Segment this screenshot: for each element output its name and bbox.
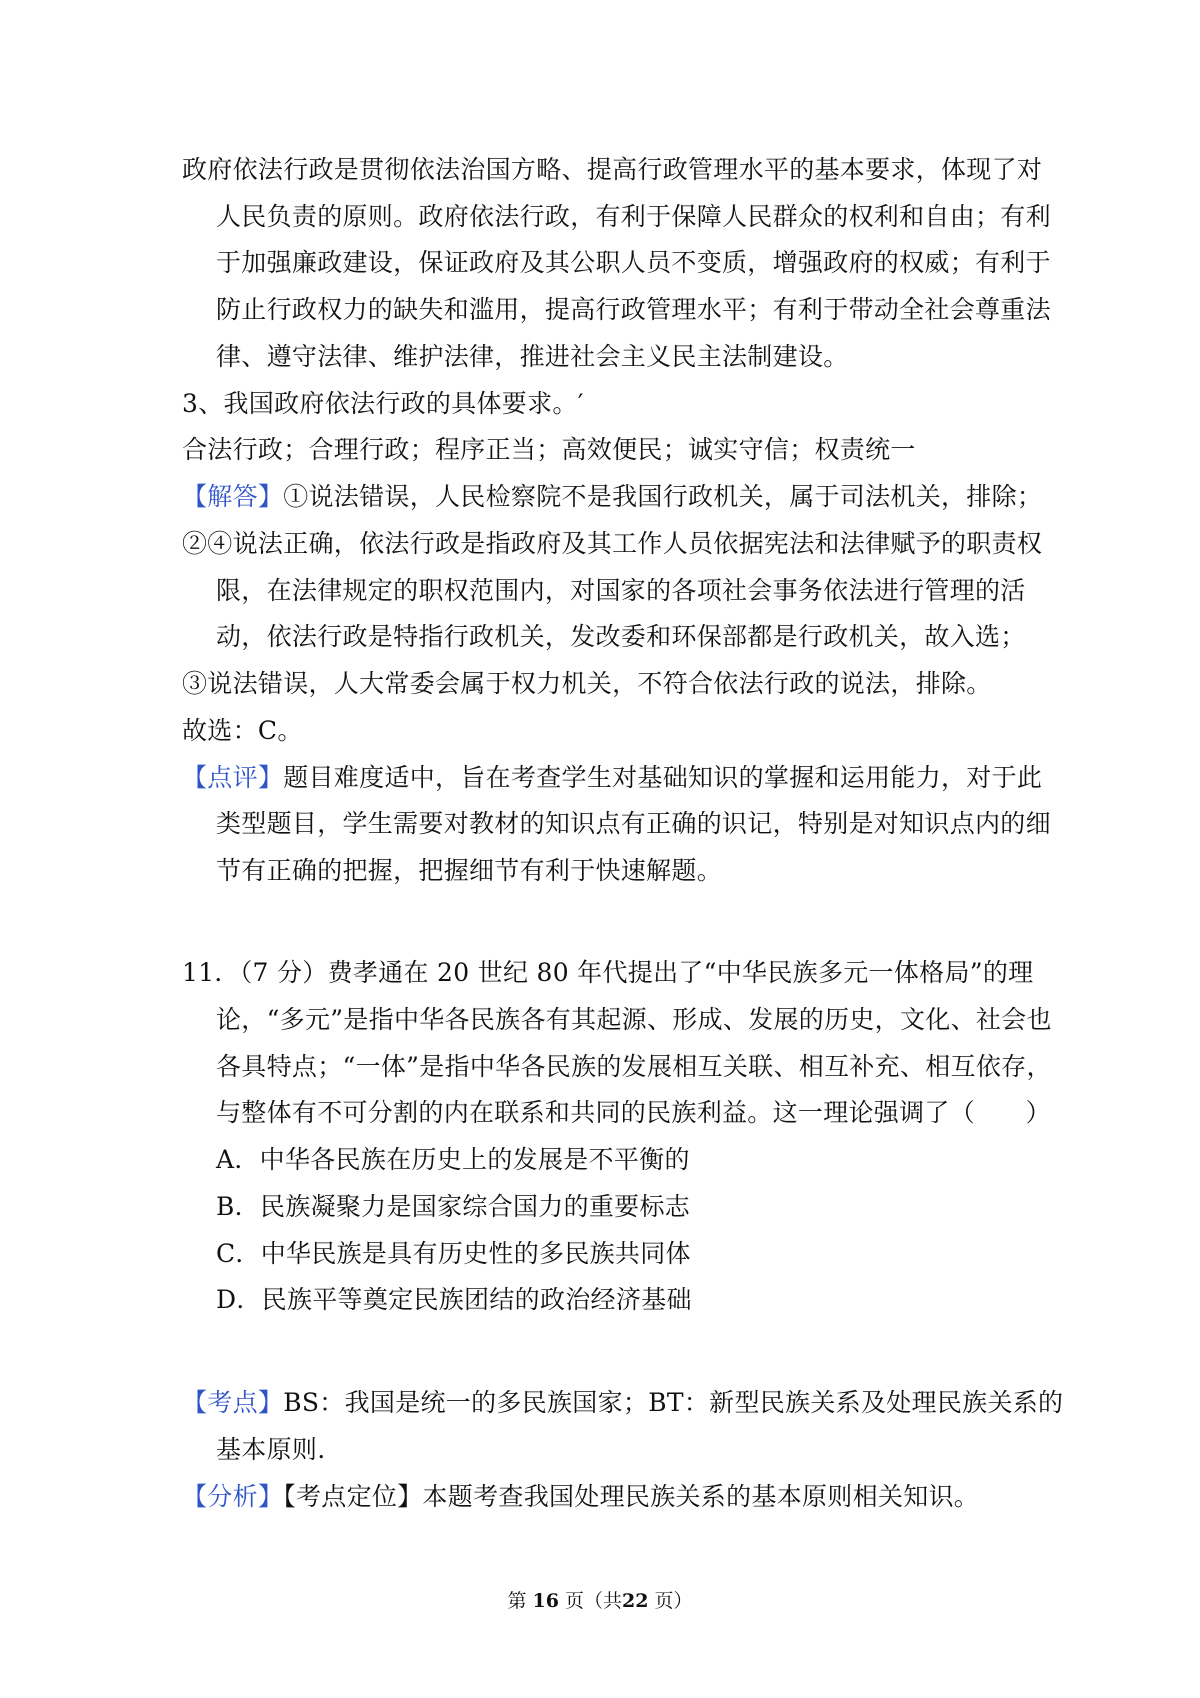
comment-line: 节有正确的把握，把握细节有利于快速解题。 [216, 856, 723, 885]
text-line: 政府依法行政是贯彻依法治国方略、提高行政管理水平的基本要求，体现了对 [182, 155, 1043, 184]
text-line: 3、我国政府依法行政的具体要求。′ [182, 389, 584, 418]
kaodian-line [182, 1386, 1063, 1420]
footer-pre: 第 [507, 1590, 527, 1612]
footer-page-number: 16 [532, 1590, 559, 1612]
footer-mid: 页（共 [565, 1590, 623, 1612]
text-line: 律、遵守法律、维护法律，推进社会主义民主法制建设。 [216, 342, 849, 371]
kaodian-tag: 【考点】 [182, 1388, 284, 1417]
comment-tag: 【点评】 [182, 763, 284, 792]
question-stem: 与整体有不可分割的内在联系和共同的民族利益。这一理论强调了（ ） [216, 1098, 1051, 1127]
comment-line: 类型题目，学生需要对教材的知识点有正确的识记，特别是对知识点内的细 [216, 809, 1051, 838]
answer-line: ③说法错误，人大常委会属于权力机关，不符合依法行政的说法，排除。 [182, 669, 992, 698]
footer-total-pages: 22 [622, 1590, 649, 1612]
option-a: A．中华各民族在历史上的发展是不平衡的 [216, 1145, 690, 1174]
answer-line: 故选：C。 [182, 716, 303, 745]
footer-post: 页） [654, 1590, 693, 1612]
text-line: 人民负责的原则。政府依法行政，有利于保障人民群众的权利和自由；有利 [216, 202, 1051, 231]
question-stem: 11．（7 分）费孝通在 20 世纪 80 年代提出了“中华民族多元一体格局”的理 [182, 958, 1034, 987]
page-footer [0, 1588, 1200, 1614]
fenxi-tag: 【分析】 [182, 1482, 284, 1511]
fenxi-text: 【考点定位】本题考查我国处理民族关系的基本原则相关知识。 [283, 1482, 980, 1511]
answer-text: ①说法错误，人民检察院不是我国行政机关，属于司法机关，排除； [283, 482, 1043, 511]
kaodian-line: 基本原则. [216, 1435, 326, 1464]
text-line: 防止行政权力的缺失和滥用，提高行政管理水平；有利于带动全社会尊重法 [216, 295, 1051, 324]
comment-text: 题目难度适中，旨在考查学生对基础知识的掌握和运用能力，对于此 [283, 763, 1043, 792]
comment-line [182, 761, 1042, 795]
question-stem: 论，“多元”是指中华各民族各有其起源、形成、发展的历史，文化、社会也 [216, 1005, 1052, 1034]
question-stem: 各具特点；“一体”是指中华各民族的发展相互关联、相互补充、相互依存， [216, 1052, 1052, 1081]
answer-tag: 【解答】 [182, 482, 284, 511]
option-c: C．中华民族是具有历史性的多民族共同体 [216, 1239, 691, 1268]
answer-line: 限，在法律规定的职权范围内，对国家的各项社会事务依法进行管理的活 [216, 576, 1026, 605]
fenxi-line [182, 1480, 979, 1514]
text-line: 于加强廉政建设，保证政府及其公职人员不变质，增强政府的权威；有利于 [216, 248, 1051, 277]
answer-line [182, 480, 1042, 514]
answer-line: ②④说法正确，依法行政是指政府及其工作人员依据宪法和法律赋予的职责权 [182, 529, 1043, 558]
option-b: B．民族凝聚力是国家综合国力的重要标志 [216, 1192, 691, 1221]
text-line: 合法行政；合理行政；程序正当；高效便民；诚实守信；权责统一 [182, 435, 916, 464]
kaodian-text: BS：我国是统一的多民族国家；BT：新型民族关系及处理民族关系的 [283, 1388, 1064, 1417]
option-d: D．民族平等奠定民族团结的政治经济基础 [216, 1285, 692, 1314]
answer-line: 动，依法行政是特指行政机关，发改委和环保部都是行政机关，故入选； [216, 622, 1026, 651]
